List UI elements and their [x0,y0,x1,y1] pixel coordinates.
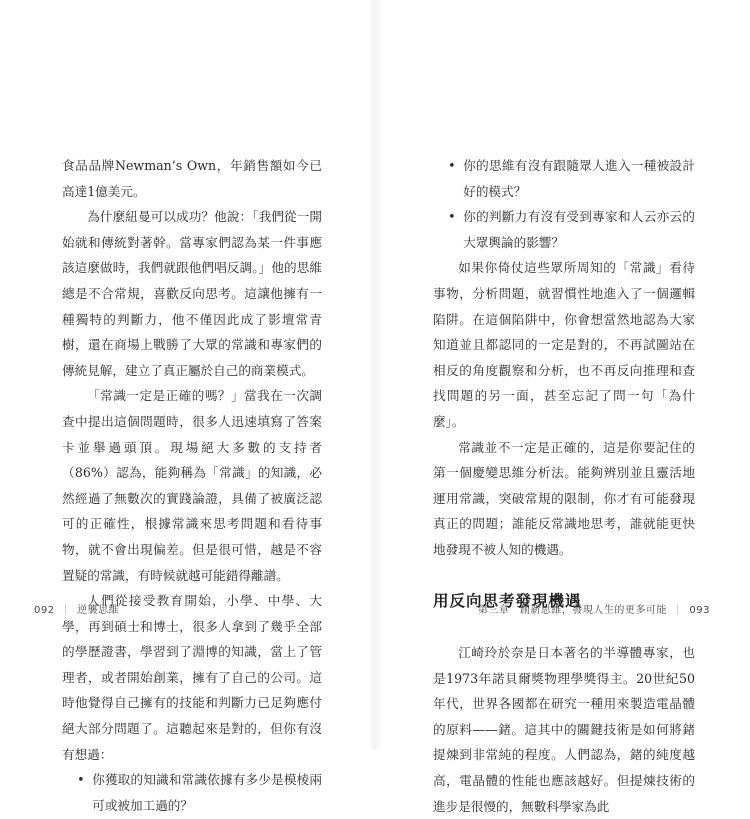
right-footer [478,601,710,616]
bullet-icon: • [77,772,85,788]
chapter-title: 第三章 創新思維，發現人生的更多可能 [477,605,667,616]
section-heading: 用反向思考發現機遇 [433,591,582,610]
right-page [375,0,750,814]
left-page [0,0,375,813]
left-body-text [62,153,322,818]
bullet-icon: • [448,158,456,173]
page-number: 092 [34,605,55,616]
list-item-text: 你的判斷力有沒有受到專家和人云亦云的大眾輿論的影響？ [463,209,695,250]
book-title: 逆襲思維 [77,605,120,616]
list-item-text: 你的思維有沒有跟隨眾人進入一種被設計好的模式？ [463,158,695,199]
bullet-list [433,153,695,255]
right-body-text [433,153,695,819]
list-item [433,153,695,204]
paragraph: 如果你倚仗這些眾所周知的「常識」看待事物，分析問題，就習慣性地進入了一個邏輯陷阱。在這個陷阱中，你會想當然地認為大家知道並且都認同的一定是對的，不再試圖站在相反的角度觀察和分析，也不再反向推理和查找問題的另一面，甚至忘記了問一句「為什麼」。 [433,260,695,429]
paragraph: 人們從接受教育開始，小學、中學、大學，再到碩士和博士，很多人拿到了幾乎全部的學歷證書，學習到了淵博的知識，當上了管理者，或者開始創業，擁有了自己的公司。這時他覺得自己擁有的技能和判斷力已足夠應付絕大部分問題了。這聽起來是對的，但你有沒有想過： [62,593,322,762]
list-item-text: 你獲取的知識和常識依據有多少是模棱兩可或被加工過的？ [92,772,322,813]
list-item [433,204,695,255]
footer-separator: ｜ [672,605,684,616]
bullet-list [62,767,322,818]
list-item [62,767,322,818]
paragraph: 食品品牌Newman’s Own，年銷售額如今已高達1億美元。 [62,158,322,199]
footer-separator: ｜ [60,605,72,616]
paragraph: 為什麼紐曼可以成功？他說：「我們從一開始就和傳統對著幹。當專家們認為某一件事應該這麼做時，我們就跟他們唱反調。」他的思維總是不合常規，喜歡反向思考。這讓他擁有一種獨特的判斷力，他不僅因此成了影壇常青樹，還在商場上戰勝了大眾的常識和專家們的傳統見解，建立了真正屬於自己的商業模式。 [62,209,322,378]
paragraph: 「常識一定是正確的嗎？」當我在一次調查中提出這個問題時，很多人迅速填寫了答案卡並舉過頭頂。現場絕大多數的支持者（86%）認為，能夠稱為「常識」的知識，必然經過了無數次的實踐論證，具備了被廣泛認可的正確性，根據常識來思考問題和看待事物，就不會出現偏差。但是很可惜，越是不容置疑的常識，有時候就越可能錯得離譜。 [62,388,322,583]
paragraph: 江崎玲於奈是日本著名的半導體專家，也是1973年諾貝爾獎物理學獎得主。20世紀50年代，世界各國都在研究一種用來製造電晶體的原料——鍺。這其中的關鍵技術是如何將鍺提煉到非常純的程度。人們認為，鍺的純度越高，電晶體的性能也應該越好。但提煉技術的進步是很慢的，無數科學家為此 [433,645,695,814]
page-number: 093 [689,605,710,616]
bullet-icon: • [448,209,456,225]
left-footer [34,601,119,616]
paragraph: 常識並不一定是正確的，這是你要記住的第一個慶變思維分析法。能夠辨別並且靈活地運用常識，突破常規的限制，你才有可能發現真正的問題；誰能反常識地思考，誰就能更快地發現不被人知的機遇。 [433,439,695,557]
